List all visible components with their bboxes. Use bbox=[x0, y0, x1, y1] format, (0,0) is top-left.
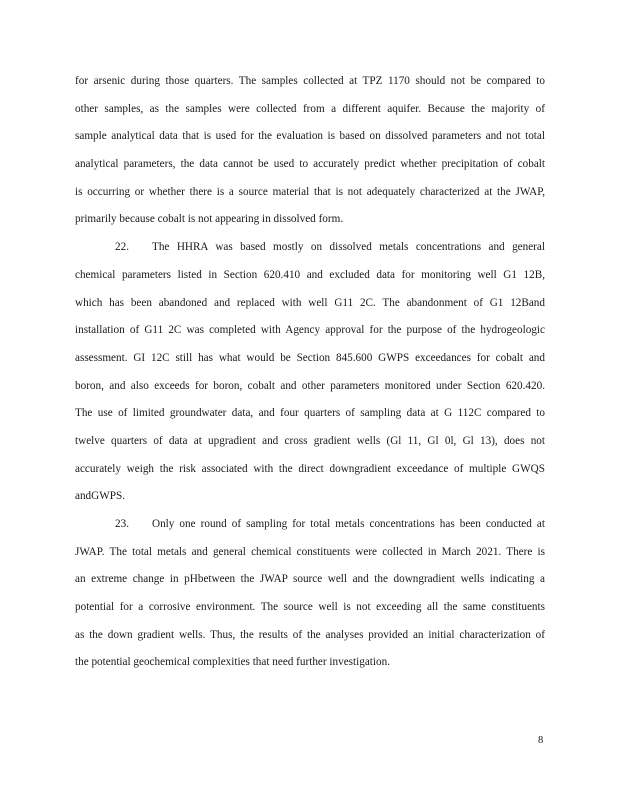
text-line: boron, and also exceeds for boron, cobalt and other parameters monitored under Section 620.420. bbox=[75, 379, 545, 392]
text-line: other samples, as the samples were collected from a different aquifer. Because the majority of bbox=[75, 102, 545, 115]
text-line: The use of limited groundwater data, and four quarters of sampling data at G 112C compared to bbox=[75, 407, 545, 420]
text-line: assessment. GI 12C still has what would be Section 845.600 GWPS exceedances for cobalt and bbox=[75, 351, 545, 364]
text-line: is occurring or whether there is a source material that is not adequately characterized at the JWAP, bbox=[75, 185, 545, 198]
text-line: an extreme change in pHbetween the JWAP source well and the downgradient wells indicating a bbox=[75, 573, 545, 586]
page-number: 8 bbox=[538, 735, 544, 746]
text-line: accurately weigh the risk associated with the direct downgradient exceedance of multiple GWQS bbox=[75, 462, 545, 475]
text-line: chemical parameters listed in Section 620.410 and excluded data for monitoring well G1 12B, bbox=[75, 268, 545, 281]
paragraph-text: Only one round of sampling for total metals concentrations has been conducted at bbox=[152, 518, 545, 530]
paragraph-number: 22. bbox=[115, 241, 129, 254]
body-text bbox=[75, 68, 545, 677]
text-line: installation of G11 2C was completed with Agency approval for the purpose of the hydrogeologic bbox=[75, 324, 545, 337]
paragraph-22-first-line bbox=[75, 234, 545, 262]
text-line: the potential geochemical complexities that need further investigation. bbox=[75, 656, 391, 669]
paragraph-23-first-line bbox=[75, 511, 545, 539]
text-line: for arsenic during those quarters. The samples collected at TPZ 1170 should not be compared to bbox=[75, 75, 545, 87]
text-line: twelve quarters of data at upgradient and cross gradient wells (Gl 11, Gl 0l, Gl 13), does not bbox=[75, 434, 545, 447]
text-line: andGWPS. bbox=[75, 490, 126, 503]
text-line: which has been abandoned and replaced with well G11 2C. The abandonment of G1 12Band bbox=[75, 296, 545, 309]
text-line: analytical parameters, the data cannot be used to accurately predict whether precipitation of cobalt bbox=[75, 158, 545, 171]
paragraph-number: 23. bbox=[115, 518, 129, 530]
paragraph-text: The HHRA was based mostly on dissolved metals concentrations and general bbox=[152, 241, 545, 254]
text-line: primarily because cobalt is not appearing in dissolved form. bbox=[75, 213, 344, 226]
text-line: JWAP. The total metals and general chemical constituents were collected in March 2021. There is bbox=[75, 545, 545, 558]
text-line: sample analytical data that is used for the evaluation is based on dissolved parameters and not total bbox=[75, 130, 545, 143]
text-line: potential for a corrosive environment. The source well is not exceeding all the same constituents bbox=[75, 601, 545, 614]
text-line: as the down gradient wells. Thus, the results of the analyses provided an initial characterization of bbox=[75, 628, 545, 641]
